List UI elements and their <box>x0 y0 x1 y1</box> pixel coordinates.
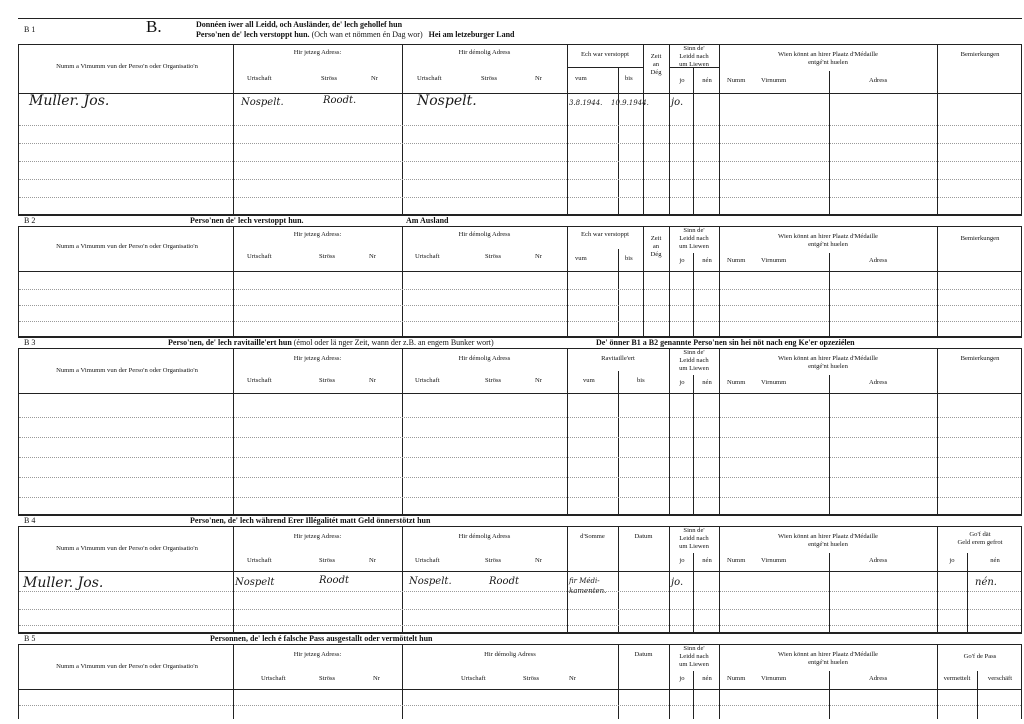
section-b2 <box>18 214 1022 336</box>
b5-datum-header: Datum <box>634 651 653 658</box>
b4-row1-nen: nén. <box>975 577 997 588</box>
b2-jo-header: jo <box>679 257 685 264</box>
b4-row1-somme2: kamenten. <box>569 587 607 595</box>
b5-jo-header: jo <box>679 675 685 682</box>
b1-grid <box>18 44 1022 216</box>
b1-former-addr-header: Hir démolig Adress <box>458 49 511 56</box>
section-b4 <box>18 514 1022 632</box>
b4-title: Perso'nen, de' lech während Erer Illégalitét matt Geld önnerstötzt hun <box>190 516 431 525</box>
form-letter: B. <box>146 17 162 36</box>
b3-bis-header: bis <box>637 377 645 384</box>
b5-stross-header: Ströss <box>319 675 336 682</box>
b3-former-urtschaft-header: Urtschaft <box>415 377 440 384</box>
b3-current-addr-header: Hir jetzeg Adress: <box>293 355 342 362</box>
b1-former-nr-header: Nr <box>535 75 542 82</box>
b1-row1-former: Nospelt. <box>417 93 477 109</box>
b1-header <box>18 18 1022 45</box>
b2-bis-header: bis <box>625 255 633 262</box>
b4-former-nr-header: Nr <box>535 557 542 564</box>
b5-label: B 5 <box>24 634 36 643</box>
b3-name-header: Numm a Vimumm vun der Perso'n oder Organisatio'n <box>56 367 198 374</box>
b5-vermettelt-header: vermettelt <box>943 675 971 682</box>
b5-verschaft-header: verschäft <box>987 675 1013 682</box>
b1-current-addr-header: Hir jetzeg Adress: <box>293 49 342 56</box>
b2-current-addr-header: Hir jetzeg Adress: <box>293 231 342 238</box>
b3-wien-header: Wien könnt an hirer Plaatz d'Médaille entgé'nt huelen <box>778 355 878 370</box>
b4-virnumm-header: Virnumm <box>761 557 787 564</box>
b5-former-nr-header: Nr <box>569 675 576 682</box>
b4-wien-header: Wien könnt an hirer Plaatz d'Médaille entgé'nt huelen <box>778 533 878 548</box>
b4-sinn-header: Sinn de' Leidd nach um Liewen <box>679 527 709 550</box>
b4-nr-header: Nr <box>369 557 376 564</box>
b4-current-addr-header: Hir jetzeg Adress: <box>293 533 342 540</box>
b1-bis-header: bis <box>625 75 633 82</box>
b1-name-header: Numm a Vimumm vun der Perso'n oder Organisatio'n <box>56 63 198 70</box>
b5-name-header: Numm a Vimumm vun der Perso'n oder Organisatio'n <box>56 663 198 670</box>
b2-zeit-header: Zeit an Dég <box>650 235 662 258</box>
b3-virnumm-header: Virnumm <box>761 379 787 386</box>
b3-nr-header: Nr <box>369 377 376 384</box>
b5-adress-header: Adress <box>869 675 888 682</box>
b1-adress-header: Adress <box>869 77 888 84</box>
b3-former-stross-header: Ströss <box>485 377 502 384</box>
b5-former-addr-header: Hir démolig Adress <box>484 651 536 658</box>
b3-title2: De' önner B1 a B2 genannte Perso'nen sin hei nöt nach eng Ke'er opzeziélen <box>596 338 855 347</box>
b1-numm-header: Numm <box>727 77 746 84</box>
b1-jo-header: jo <box>679 77 685 84</box>
intro-line2: Perso'nen de' lech verstoppt hun. (Och wan et nömmen én Dag wor) Hei am letzeburger Land <box>196 30 515 39</box>
b4-row1-jo: jo. <box>671 577 684 588</box>
b1-sinn-header: Sinn de' Leidd nach um Liewen <box>679 45 709 68</box>
b3-sinn-header: Sinn de' Leidd nach um Liewen <box>679 349 709 372</box>
b1-virnumm-header: Virnumm <box>761 77 787 84</box>
b4-row1-former: Nospelt. <box>409 576 452 587</box>
b4-former-stross-header: Ströss <box>485 557 502 564</box>
b2-grid <box>18 226 1022 338</box>
b1-former-stross-header: Ströss <box>481 75 498 82</box>
b1-row1-stross: Roodt. <box>323 95 357 106</box>
b4-gof-nen-header: nén <box>990 557 1000 564</box>
b4-row1-somme1: fir Médi- <box>569 577 600 585</box>
section-b5 <box>18 632 1022 718</box>
b2-bemierkungen-header: Bemierkungen <box>960 235 1000 242</box>
b1-row1-jo: jo. <box>671 97 684 108</box>
b3-former-addr-header: Hir démolig Adress <box>458 355 511 362</box>
b3-jo-header: jo <box>679 379 685 386</box>
b5-former-stross-header: Ströss <box>523 675 540 682</box>
b4-label: B 4 <box>24 516 36 525</box>
b2-adress-header: Adress <box>869 257 888 264</box>
b5-urtschaft-header: Urtschaft <box>261 675 286 682</box>
b2-title: Perso'nen de' lech verstoppt hun. <box>190 216 304 225</box>
b5-grid <box>18 644 1022 719</box>
b2-nen-header: nén <box>702 257 712 264</box>
b2-ech-war-header: Ech war verstoppt <box>581 231 629 238</box>
b4-grid <box>18 526 1022 634</box>
b4-former-urtschaft-header: Urtschaft <box>415 557 440 564</box>
b2-sinn-header: Sinn de' Leidd nach um Liewen <box>679 227 709 250</box>
b4-row1-stross: Roodt <box>319 575 349 586</box>
b2-label: B 2 <box>24 216 36 225</box>
b4-row1-name: Muller. Jos. <box>23 575 104 591</box>
b1-ech-war-header: Ech war verstoppt <box>581 51 629 58</box>
b2-title2: Am Ausland <box>406 216 449 225</box>
b2-name-header: Numm a Vimumm vun der Perso'n oder Organisatio'n <box>56 243 198 250</box>
b4-row1-former-stross: Roodt <box>489 576 519 587</box>
b5-nr-header: Nr <box>373 675 380 682</box>
b1-vum-header: vum <box>575 75 587 82</box>
b4-datum-header: Datum <box>634 533 653 540</box>
b1-former-urtschaft-header: Urtschaft <box>417 75 442 82</box>
b2-former-urtschaft-header: Urtschaft <box>415 253 440 260</box>
b4-nen-header: nén <box>702 557 712 564</box>
b2-stross-header: Ströss <box>319 253 336 260</box>
b1-zeit-header: Zeit an Dég <box>650 53 662 76</box>
b1-row1-name: Muller. Jos. <box>29 93 110 109</box>
b4-gof-jo-header: jo <box>949 557 955 564</box>
b3-adress-header: Adress <box>869 379 888 386</box>
b4-name-header: Numm a Vimumm vun der Perso'n oder Organisatio'n <box>56 545 198 552</box>
intro-line1: Donnéen iwer all Leidd, och Ausländer, de' lech gehollef hun <box>196 20 403 29</box>
b5-sinn-header: Sinn de' Leidd nach um Liewen <box>679 645 709 668</box>
b3-nen-header: nén <box>702 379 712 386</box>
b2-numm-header: Numm <box>727 257 746 264</box>
b2-virnumm-header: Virnumm <box>761 257 787 264</box>
b2-former-stross-header: Ströss <box>485 253 502 260</box>
b5-wien-header: Wien könnt an hirer Plaatz d'Médaille entgé'nt huelen <box>778 651 878 666</box>
b1-label: B 1 <box>24 25 36 34</box>
b4-former-addr-header: Hir démolig Adress <box>458 533 511 540</box>
b3-title: Perso'nen, de' lech ravitaille'ert hun (émol oder lä nger Zeit, wann der z.B. an engem Bunker wort) <box>168 338 494 347</box>
b5-nen-header: nén <box>702 675 712 682</box>
b1-stross-header: Ströss <box>321 75 338 82</box>
b4-numm-header: Numm <box>727 557 746 564</box>
b2-urtschaft-header: Urtschaft <box>247 253 272 260</box>
b3-numm-header: Numm <box>727 379 746 386</box>
b2-nr-header: Nr <box>369 253 376 260</box>
b3-grid <box>18 348 1022 516</box>
b1-row1-bis: 10.9.1944. <box>611 99 649 107</box>
b4-jo-header: jo <box>679 557 685 564</box>
b3-bemierkungen-header: Bemierkungen <box>960 355 1000 362</box>
b4-stross-header: Ströss <box>319 557 336 564</box>
b4-somme-header: d'Somme <box>580 533 605 540</box>
b2-former-addr-header: Hir démolig Adress <box>458 231 511 238</box>
b4-urtschaft-header: Urtschaft <box>247 557 272 564</box>
b3-ravitaille-header: Ravitaille'ert <box>601 355 635 362</box>
b3-label: B 3 <box>24 338 36 347</box>
b3-vum-header: vum <box>583 377 595 384</box>
b5-numm-header: Numm <box>727 675 746 682</box>
section-b3 <box>18 336 1022 514</box>
b2-wien-header: Wien könnt an hirer Plaatz d'Médaille entgé'nt huelen <box>778 233 878 248</box>
b2-vum-header: vum <box>575 255 587 262</box>
registration-form <box>18 18 1022 718</box>
b1-nr-header: Nr <box>371 75 378 82</box>
b3-urtschaft-header: Urtschaft <box>247 377 272 384</box>
b5-current-addr-header: Hir jetzeg Adress: <box>293 651 342 658</box>
b3-stross-header: Ströss <box>319 377 336 384</box>
b5-virnumm-header: Virnumm <box>761 675 787 682</box>
b5-title: Personnen, de' lech é falsche Pass ausgestallt oder vermöttelt hun <box>210 634 433 643</box>
b1-wien-header: Wien könnt an hirer Plaatz d'Médaille entgé'nt huelen <box>778 51 878 66</box>
b4-adress-header: Adress <box>869 557 888 564</box>
b1-row1-urtschaft: Nospelt. <box>241 97 284 108</box>
b5-former-urtschaft-header: Urtschaft <box>461 675 486 682</box>
b1-row1-vum: 3.8.1944. <box>569 99 603 107</box>
b2-former-nr-header: Nr <box>535 253 542 260</box>
b4-gof-header: Go'f dät Geld erem gefrot <box>957 531 1003 546</box>
b4-row1-urtschaft: Nospelt <box>235 577 275 588</box>
b5-pass-header: Go'f de Pass <box>963 653 997 660</box>
b1-nen-header: nén <box>702 77 712 84</box>
section-b1 <box>18 18 1022 214</box>
b1-urtschaft-header: Urtschaft <box>247 75 272 82</box>
b1-bemierkungen-header: Bemierkungen <box>960 51 1000 58</box>
b3-former-nr-header: Nr <box>535 377 542 384</box>
